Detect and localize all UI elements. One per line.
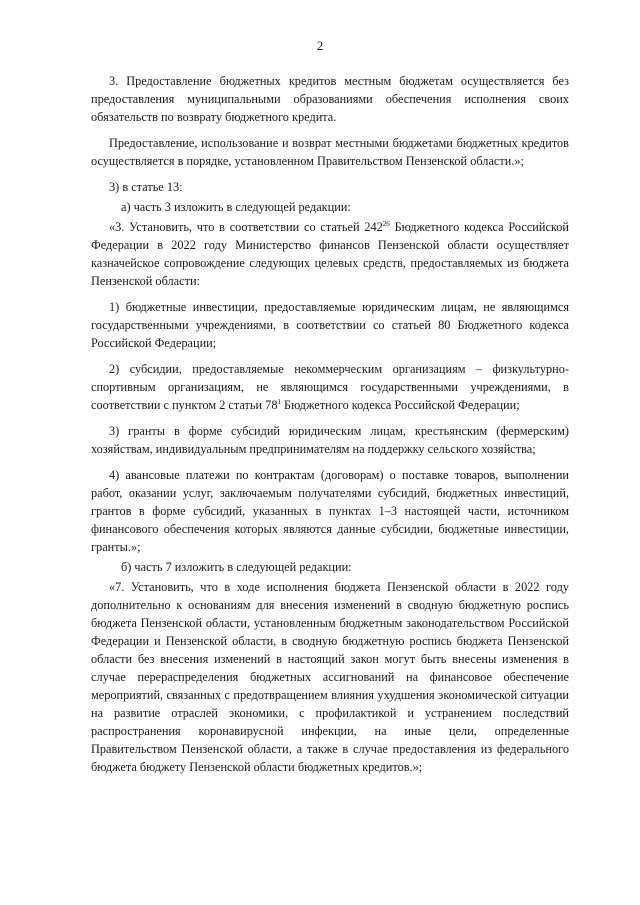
paragraph-part-3-heading: а) часть 3 изложить в следующей редакции:: [121, 200, 351, 214]
part-3-text-start: «3. Установить, что в соответствии со статьей 242: [109, 220, 383, 234]
list-item-1: 1) бюджетные инвестиции, предоставляемые юридическим лицам, не являющимся государственными учреждениями, в соответствии со статьей 80 Бюджетного кодекса Российской Федерации;: [91, 300, 569, 350]
part-3-text-end: Бюджетного кодекса Российской Федерации в 2022 году Министерство финансов Пензенской области осуществляет казначейское сопровождение следующих целевых средств, предоставляемых из бюджета Пензенской области:: [91, 220, 570, 288]
paragraph-budget-credits: 3. Предоставление бюджетных кредитов местным бюджетам осуществляется без предоставления муниципальными образованиями обеспечения исполнения своих обязательств по возврату бюджетного кредита.: [91, 74, 569, 124]
paragraph-part-3-text: [91, 218, 569, 290]
list-item-4: 4) авансовые платежи по контрактам (договорам) о поставке товаров, выполнении работ, оказании услуг, заключаемым получателями субсидий, бюджетных инвестиций, грантов в форме субсидий, указанных в пунктах 1–3 настоящей части, источником финансового обеспечения которых являются данные субсидии, бюджетные инвестиции, гранты.»;: [91, 468, 569, 554]
list-item-2: [91, 360, 569, 414]
paragraph-part-7-text: «7. Установить, что в ходе исполнения бюджета Пензенской области в 2022 году дополнительно к основаниям для внесения изменений в сводную бюджетную роспись бюджета Пензенской области, установленным бюджетным законодательством Российской Федерации и Пензенской области, в сводную бюджетную роспись бюджета Пензенской области без внесения изменений в настоящий закон могут быть внесены изменения в случае перераспределения бюджетных ассигнований на финансовое обеспечение мероприятий, связанных с предотвращением влияния ухудшения экономической ситуации на развитие отраслей экономики, с профилактикой и устранением последствий распространения коронавирусной инфекции, на иные цели, определенные Правительством Пензенской области, а также в случае предоставления из федерального бюджета бюджету Пензенской области бюджетных кредитов.»;: [91, 580, 569, 774]
document-body: [91, 72, 569, 784]
paragraph-credits-procedure: Предоставление, использование и возврат местными бюджетами бюджетных кредитов осуществляется в порядке, установленном Правительством Пензенской области.»;: [91, 136, 569, 168]
paragraph-part-7-heading: б) часть 7 изложить в следующей редакции:: [121, 560, 352, 574]
paragraph-article-13: 3) в статье 13:: [109, 180, 183, 194]
page-number: 2: [316, 38, 324, 53]
article-superscript: 1: [277, 397, 281, 406]
list-item-2-start: 2) субсидии, предоставляемые некоммерческим организациям – физкультурно-спортивным организациям, не являющимся государственными учреждениями, в соответствии с пунктом 2 статьи 78: [91, 362, 569, 412]
article-superscript: 26: [382, 219, 390, 228]
list-item-2-end: Бюджетного кодекса Российской Федерации;: [280, 398, 520, 412]
list-item-3: 3) гранты в форме субсидий юридическим лицам, крестьянским (фермерским) хозяйствам, индивидуальным предпринимателям на поддержку сельского хозяйства;: [91, 424, 569, 456]
